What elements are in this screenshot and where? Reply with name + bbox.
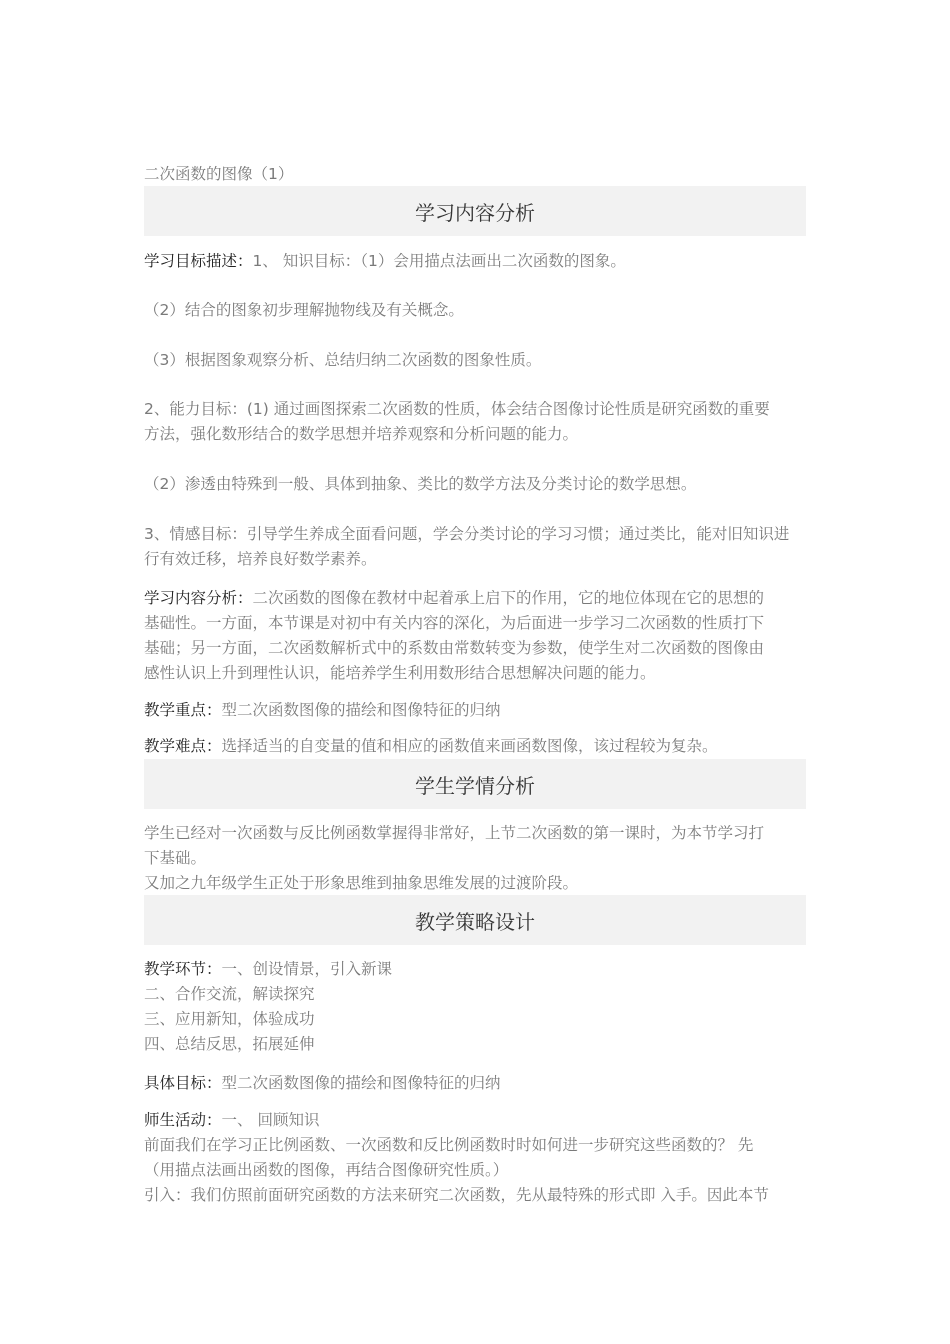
section-header-strategy: 教学策略设计 (144, 895, 806, 945)
teaching-stage-1-text: 一、创设情景，引入新课 (221, 960, 393, 978)
key-point-label: 教学重点： (144, 701, 222, 719)
activity-line-4: 引入：我们仿照前面研究函数的方法来研究二次函数，先从最特殊的形式即 入手。因此本节 (144, 1186, 769, 1204)
knowledge-goal-2: （2）结合的图象初步理解抛物线及有关概念。 (144, 301, 464, 319)
objectives-label: 学习目标描述： (144, 252, 253, 270)
teaching-stages-label: 教学环节： (144, 960, 222, 978)
student-analysis-line-3: 又加之九年级学生正处于形象思维到抽象思维发展的过渡阶段。 (144, 874, 579, 892)
difficulty (144, 734, 806, 759)
activity-text-1: 一、 回顾知识 (221, 1111, 320, 1129)
difficulty-label: 教学难点： (144, 737, 222, 755)
teaching-stage-1 (144, 957, 806, 982)
content-analysis-line-3: 基础；另一方面，二次函数解析式中的系数由常数转变为参数，使学生对二次函数的图像由 (144, 639, 765, 657)
student-analysis-line-1: 学生已经对一次函数与反比例函数掌握得非常好，上节二次函数的第一课时，为本节学习打 (144, 824, 765, 842)
document-title: 二次函数的图像（1） (144, 165, 294, 183)
specific-goal-label: 具体目标： (144, 1074, 222, 1092)
emotion-goal-line-b: 行有效迁移，培养良好数学素养。 (144, 550, 377, 568)
content-analysis-text-1: 二次函数的图像在教材中起着承上启下的作用，它的地位体现在它的思想的 (252, 589, 765, 607)
content-analysis-line-4: 感性认识上升到理性认识，能培养学生利用数形结合思想解决问题的能力。 (144, 664, 656, 682)
emotion-goal (144, 522, 806, 572)
student-analysis (144, 821, 806, 896)
content-analysis-label: 学习内容分析： (144, 589, 253, 607)
knowledge-goal-1: 1、 知识目标：（1）会用描点法画出二次函数的图象。 (252, 252, 626, 270)
activity-line-1 (144, 1108, 806, 1133)
teacher-student-activity (144, 1108, 806, 1208)
teaching-stage-3: 三、应用新知，体验成功 (144, 1010, 315, 1028)
section-header-analysis: 学习内容分析 (144, 186, 806, 236)
content-analysis (144, 586, 806, 686)
teaching-stage-2: 二、合作交流，解读探究 (144, 985, 315, 1003)
ability-goal-1 (144, 397, 806, 447)
content-analysis-line-2: 基础性。一方面，本节课是对初中有关内容的深化，为后面进一步学习二次函数的性质打下 (144, 614, 765, 632)
activity-line-2: 前面我们在学习正比例函数、一次函数和反比例函数时时如何进一步研究这些函数的？ 先 (144, 1136, 754, 1154)
specific-goal-text: 型二次函数图像的描绘和图像特征的归纳 (221, 1074, 501, 1092)
key-point (144, 698, 806, 723)
teaching-stage-4: 四、总结反思，拓展延伸 (144, 1035, 315, 1053)
difficulty-text: 选择适当的自变量的值和相应的函数值来画函数图像，该过程较为复杂。 (221, 737, 718, 755)
activity-label: 师生活动： (144, 1111, 222, 1129)
objectives-line-1 (144, 249, 806, 274)
ability-goal-2: （2）渗透由特殊到一般、具体到抽象、类比的数学方法及分类讨论的数学思想。 (144, 475, 697, 493)
emotion-goal-line-a: 3、情感目标：引导学生养成全面看问题，学会分类讨论的学习习惯；通过类比，能对旧知识进 (144, 525, 790, 543)
teaching-stages (144, 957, 806, 1057)
student-analysis-line-2: 下基础。 (144, 849, 207, 867)
key-point-text: 型二次函数图像的描绘和图像特征的归纳 (221, 701, 501, 719)
ability-goal-line-b: 方法，强化数形结合的数学思想并培养观察和分析问题的能力。 (144, 425, 579, 443)
ability-goal-line-a: 2、能力目标：(1) 通过画图探索二次函数的性质，体会结合图像讨论性质是研究函数的重要 (144, 400, 770, 418)
activity-line-3: （用描点法画出函数的图像，再结合图像研究性质。） (144, 1161, 509, 1179)
content-analysis-line-1 (144, 586, 806, 611)
specific-goal (144, 1071, 806, 1096)
knowledge-goal-3: （3）根据图象观察分析、总结归纳二次函数的图象性质。 (144, 351, 542, 369)
section-header-student: 学生学情分析 (144, 759, 806, 809)
